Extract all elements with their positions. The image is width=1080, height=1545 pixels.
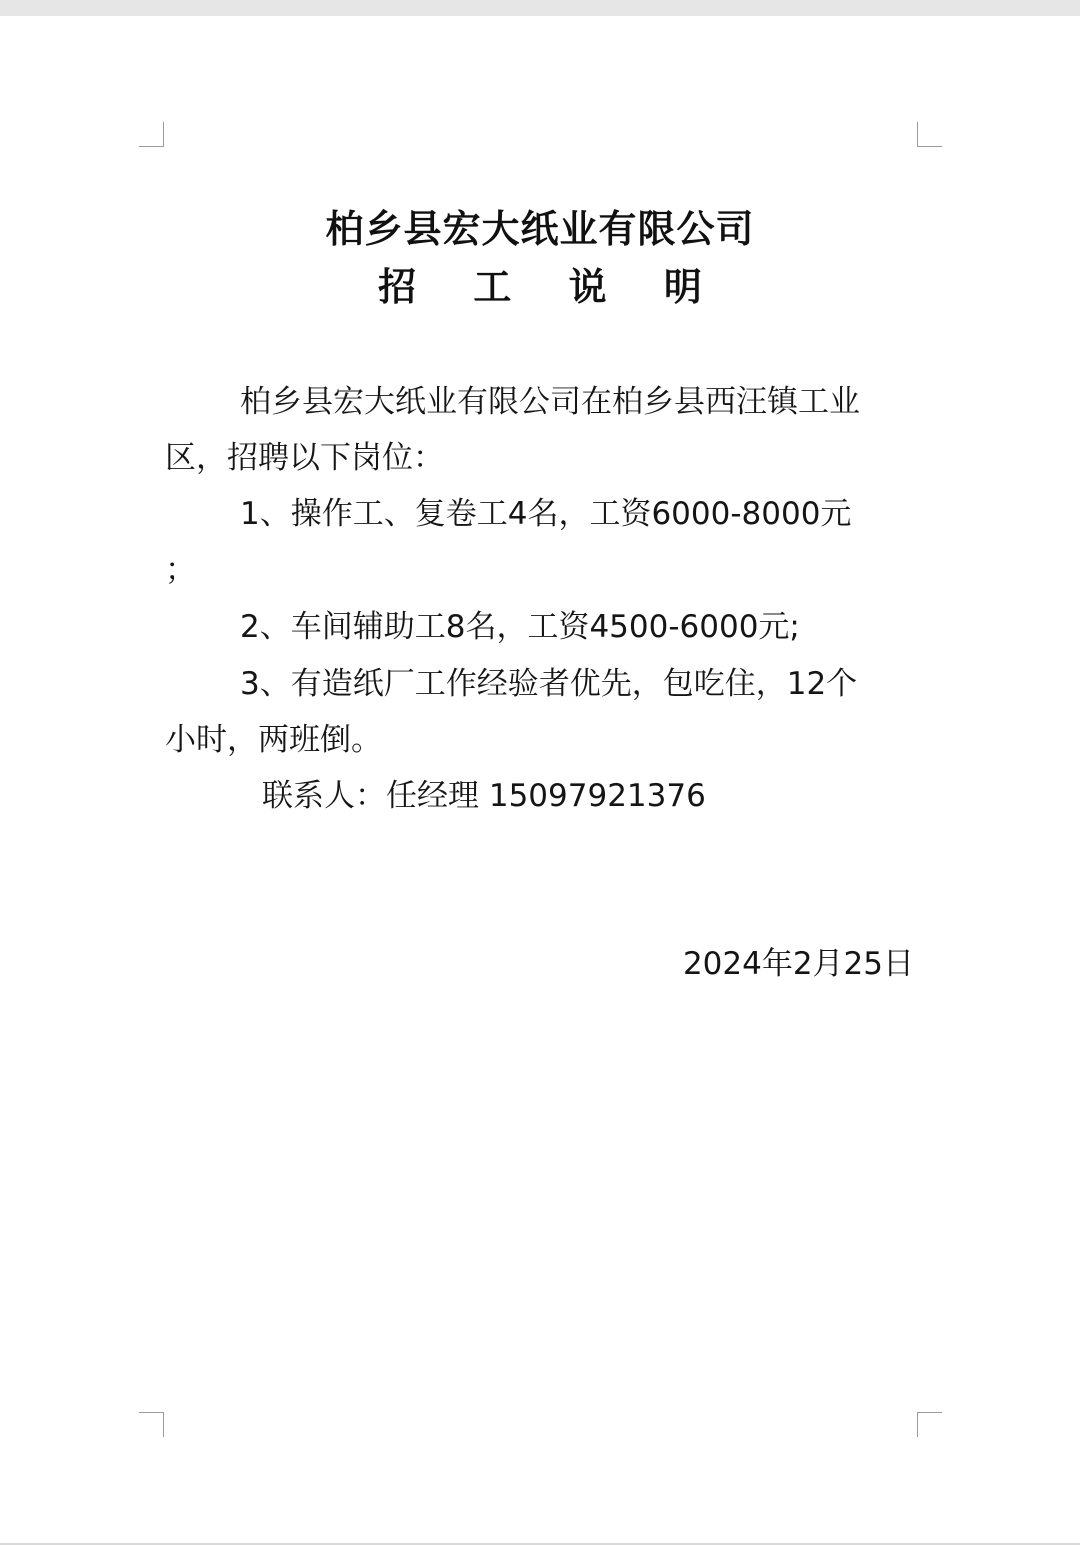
crop-mark-bottom-left bbox=[139, 1412, 164, 1437]
top-viewer-strip bbox=[0, 0, 1080, 16]
item-2: 2、车间辅助工8名，工资4500-6000元; bbox=[240, 609, 800, 645]
item-3-line-2: 小时，两班倒。 bbox=[165, 722, 382, 758]
document-date: 2024年2月25日 bbox=[682, 946, 914, 982]
intro-line-2: 区，招聘以下岗位： bbox=[165, 440, 444, 476]
item-3-line-1: 3、有造纸厂工作经验者优先，包吃住，12个 bbox=[240, 666, 858, 702]
document-title: 柏乡县宏大纸业有限公司 bbox=[325, 207, 755, 251]
crop-mark-top-right bbox=[917, 122, 942, 147]
document-page bbox=[0, 16, 1080, 1543]
item-1-line-1: 1、操作工、复卷工4名，工资6000-8000元 bbox=[240, 496, 852, 532]
item-1-line-2: ； bbox=[165, 552, 196, 588]
crop-mark-top-left bbox=[139, 122, 164, 147]
contact-line: 联系人：任经理 15097921376 bbox=[262, 778, 706, 814]
intro-line-1: 柏乡县宏大纸业有限公司在柏乡县西汪镇工业 bbox=[240, 384, 860, 420]
crop-mark-bottom-right bbox=[917, 1412, 942, 1437]
document-subtitle: 招 工 说 明 bbox=[378, 265, 724, 309]
